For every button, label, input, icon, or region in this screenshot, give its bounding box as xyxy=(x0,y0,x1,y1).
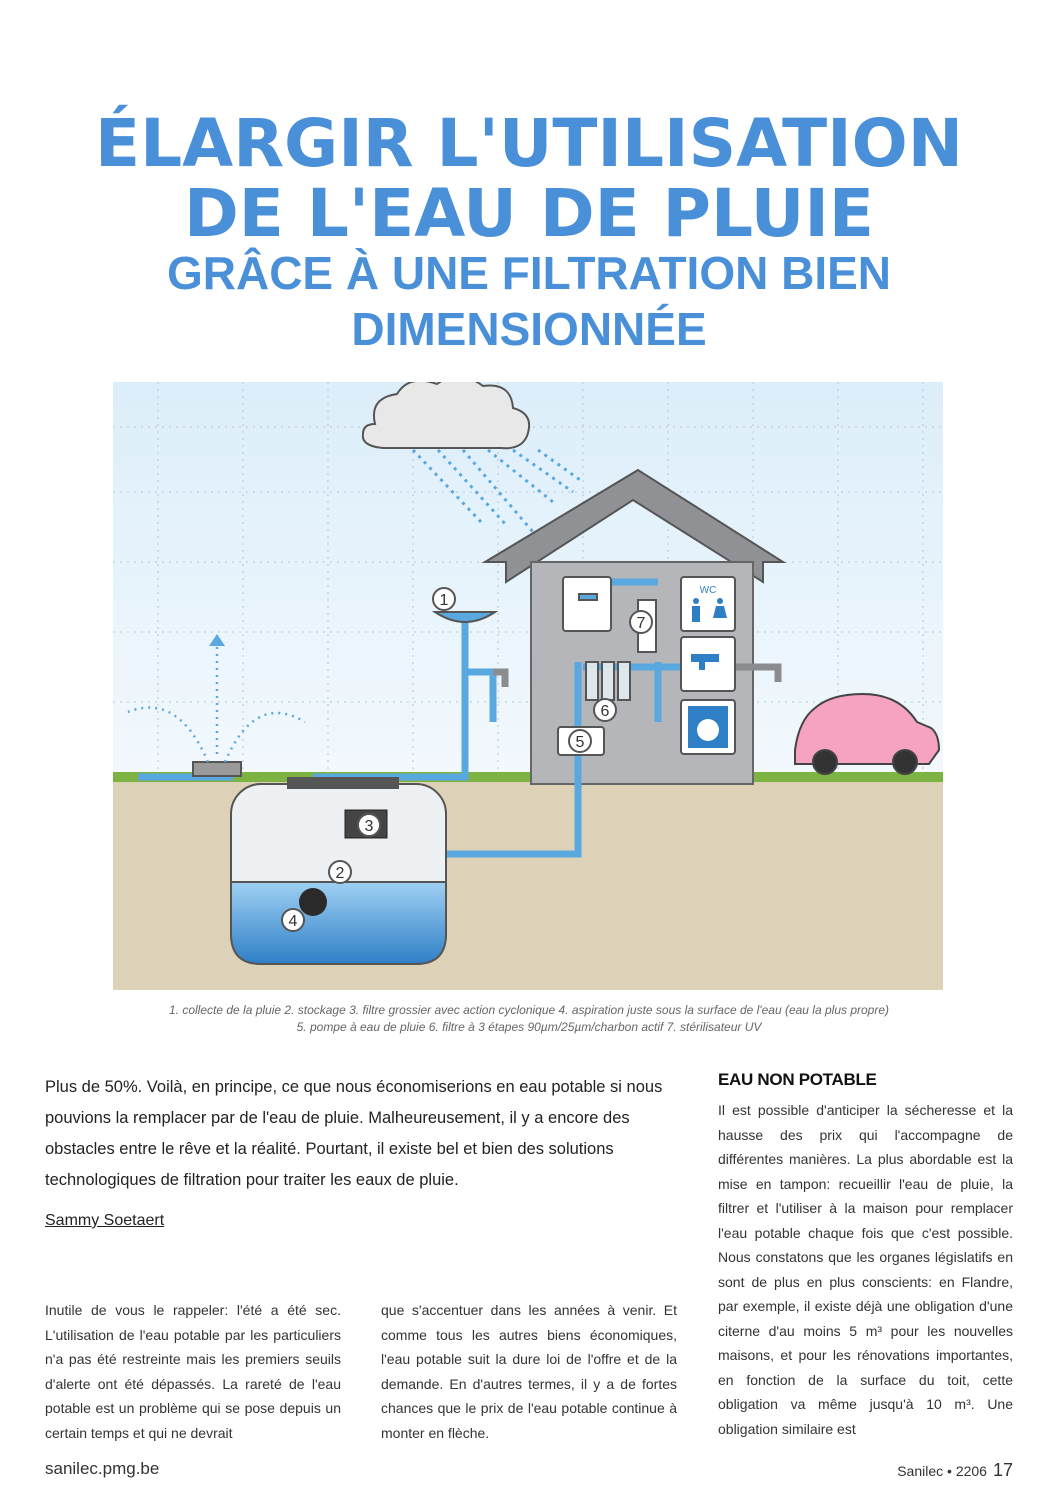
page-number: 17 xyxy=(992,1460,1013,1480)
body-column-2: que s'accentuer dans les années à venir. Et comme tous les autres biens économiques, l'eau potable suit la dure loi de l'offre et de la demande. En d'autres termes, il y a de fortes chances que le prix de l'eau potable continue à monter en flèche. xyxy=(381,1302,677,1441)
marker-3-label: 3 xyxy=(364,818,374,835)
figure-caption-line-1: 1. collecte de la pluie 2. stockage 3. filtre grossier avec action cyclonique 4. aspiration juste sous la surface de l'eau (eau la plus propre) xyxy=(168,1003,890,1017)
section-heading: EAU NON POTABLE xyxy=(718,1070,877,1089)
marker-7-label: 7 xyxy=(636,615,646,632)
marker-5-label: 5 xyxy=(575,734,585,751)
lead-paragraph: Plus de 50%. Voilà, en principe, ce que nous économiserions en eau potable si nous pouvions la remplacer par de l'eau de pluie. Malheureusement, il y a encore des obstacles entre le rêve et la réalité. Pourtant, il existe bel et bien des solutions technologiques de filtration pour traiter les eaux de pluie. xyxy=(45,1078,663,1189)
sprinkler xyxy=(193,762,241,776)
author-byline: Sammy Soetaert xyxy=(45,1212,165,1229)
footer-issue xyxy=(897,1460,1013,1481)
panel-washer xyxy=(681,700,735,754)
marker-1-label: 1 xyxy=(439,592,449,609)
headline-line-1: ÉLARGIR L'UTILISATION xyxy=(94,105,964,182)
subtitle-line-1: GRÂCE À UNE FILTRATION BIEN xyxy=(166,247,892,299)
filters xyxy=(586,662,630,700)
rainwater-system-illustration xyxy=(113,382,943,990)
marker-5 xyxy=(569,730,591,752)
marker-2-label: 2 xyxy=(335,865,345,882)
marker-3 xyxy=(358,814,380,836)
marker-6-label: 6 xyxy=(600,703,610,720)
marker-7 xyxy=(630,611,652,633)
footer-website: sanilec.pmg.be xyxy=(45,1459,160,1478)
marker-4-label: 4 xyxy=(288,913,298,930)
figure-caption-line-2: 5. pompe à eau de pluie 6. filtre à 3 étapes 90µm/25µm/charbon actif 7. stérilisateur UV xyxy=(296,1020,762,1034)
body-column-1: Inutile de vous le rappeler: l'été a été sec. L'utilisation de l'eau potable par les particuliers n'a pas été restreinte mais les premiers seuils d'alerte ont été dépassés. La rareté de l'eau potable est un problème qui se pose depuis un certain temps et qui ne devrait xyxy=(45,1302,341,1441)
marker-6 xyxy=(594,699,616,721)
headline-line-2: DE L'EAU DE PLUIE xyxy=(184,175,874,252)
issue-label: Sanilec • 2206 xyxy=(897,1463,987,1479)
body-column-3: Il est possible d'anticiper la sécheresse et la hausse des prix qui l'accompagne de différentes manières. La plus abordable est la mise en tampon: recueillir l'eau de pluie, la filtrer et l'utiliser à la maison pour remplacer l'eau potable chaque fois que c'est possible. Nous constatons que les organes législatifs en sont de plus en plus conscients: en Flandre, par exemple, il existe déjà une obligation d'une citerne d'au moins 5 m³ pour les nouvelles maisons, et pour les rénovations importantes, en fonction de la surface du toit, cette obligation va même jusqu'à 10 m³. Une obligation similaire est xyxy=(718,1102,1013,1437)
panel-shower xyxy=(563,577,611,631)
marker-1 xyxy=(433,588,455,610)
panel-tap xyxy=(681,637,735,691)
subtitle-line-2: DIMENSIONNÉE xyxy=(351,303,707,355)
marker-4 xyxy=(282,909,304,931)
wc-label: WC xyxy=(699,585,717,596)
marker-2 xyxy=(329,861,351,883)
